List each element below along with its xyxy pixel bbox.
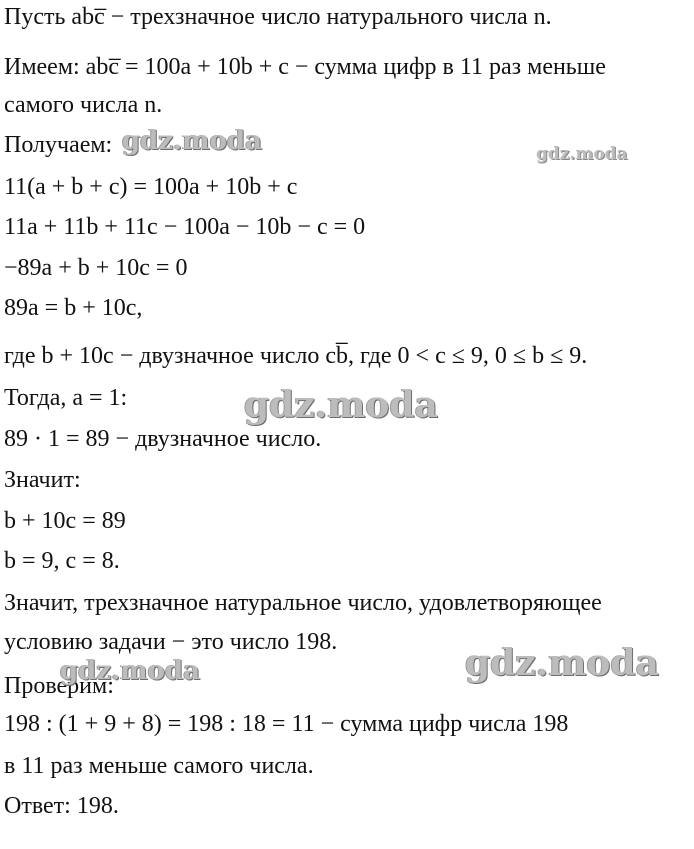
watermark-logo: gdz.moda xyxy=(122,126,263,156)
text-line-2: Имеем: abc̅ = 100a + 10b + c − сумма цифр в 11 раз меньше xyxy=(4,54,606,80)
text-line-16: условию задачи − это число 198. xyxy=(4,629,338,655)
text-line-17: Проверим: xyxy=(4,673,114,699)
text-line-19: в 11 раз меньше самого числа. xyxy=(4,753,314,779)
text-line-12: Значит: xyxy=(4,467,81,493)
text-line-7: −89a + b + 10c = 0 xyxy=(4,255,188,281)
text-line-10: Тогда, a = 1: xyxy=(4,385,128,411)
watermark-logo: gdz.moda xyxy=(244,384,438,426)
text-line-18: 198 : (1 + 9 + 8) = 198 : 18 = 11 − сумма цифр числа 198 xyxy=(4,711,569,737)
watermark-logo: gdz.moda xyxy=(536,144,628,164)
text-line-3: самого числа n. xyxy=(4,92,163,118)
text-line-14: b = 9, c = 8. xyxy=(4,548,120,574)
watermark-logo: gdz.moda xyxy=(60,656,201,686)
text-line-1: Пусть abc̅ − трехзначное число натурального числа n. xyxy=(4,4,552,30)
text-line-4: Получаем: xyxy=(4,132,113,158)
text-line-6: 11a + 11b + 11c − 100a − 10b − c = 0 xyxy=(4,214,366,240)
text-line-13: b + 10c = 89 xyxy=(4,508,126,534)
text-line-11: 89 · 1 = 89 − двузначное число. xyxy=(4,426,322,452)
text-line-20: Ответ: 198. xyxy=(4,793,119,819)
text-line-9: где b + 10c − двузначное число cb̅, где 0 < c ≤ 9, 0 ≤ b ≤ 9. xyxy=(4,343,588,369)
text-line-8: 89a = b + 10c, xyxy=(4,295,143,321)
watermark-logo: gdz.moda xyxy=(465,642,659,684)
text-line-5: 11(a + b + c) = 100a + 10b + c xyxy=(4,174,298,200)
text-line-15: Значит, трехзначное натуральное число, удовлетворяющее xyxy=(4,590,602,616)
